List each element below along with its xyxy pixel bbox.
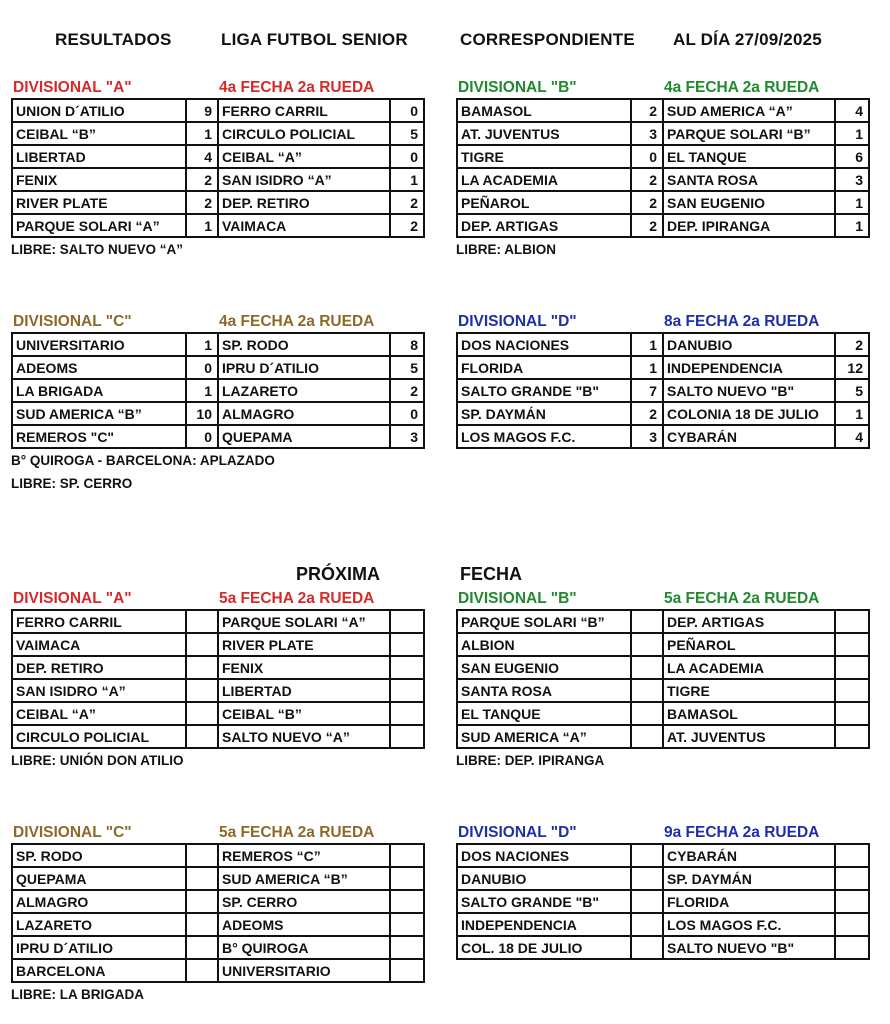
header-fecha: AL DÍA 27/09/2025 <box>673 30 822 49</box>
match-row <box>12 145 424 168</box>
home-team: VAIMACA <box>12 633 186 656</box>
home-score: 2 <box>631 402 663 425</box>
section-header <box>456 313 870 331</box>
home-team: ALBION <box>457 633 631 656</box>
division-title: DIVISIONAL "B" <box>458 590 577 607</box>
away-team: SP. RODO <box>218 333 390 356</box>
results-table <box>11 332 425 449</box>
away-score: 1 <box>835 402 869 425</box>
away-score: 1 <box>390 168 424 191</box>
match-row <box>12 402 424 425</box>
away-score <box>835 867 869 890</box>
fecha-label: 4a FECHA 2a RUEDA <box>219 313 375 330</box>
home-team: PARQUE SOLARI “B” <box>457 610 631 633</box>
away-score <box>390 610 424 633</box>
away-score: 4 <box>835 425 869 448</box>
header-liga: LIGA FUTBOL SENIOR <box>221 30 408 49</box>
home-team: REMEROS "C" <box>12 425 186 448</box>
home-score <box>631 633 663 656</box>
section-header <box>456 590 870 608</box>
match-row <box>457 191 869 214</box>
match-row <box>457 425 869 448</box>
away-team: TIGRE <box>663 679 835 702</box>
home-score <box>186 844 218 867</box>
away-score <box>390 725 424 748</box>
away-team: BAMASOL <box>663 702 835 725</box>
division-title: DIVISIONAL "C" <box>13 313 132 330</box>
next-div-a <box>11 590 425 768</box>
section-header <box>11 824 425 842</box>
division-title: DIVISIONAL "B" <box>458 79 577 96</box>
away-score <box>835 656 869 679</box>
away-score: 0 <box>390 402 424 425</box>
away-team: AT. JUVENTUS <box>663 725 835 748</box>
fecha-label: 9a FECHA 2a RUEDA <box>664 824 820 841</box>
home-score: 0 <box>631 145 663 168</box>
away-team: FERRO CARRIL <box>218 99 390 122</box>
home-team: DOS NACIONES <box>457 844 631 867</box>
fecha-label: 4a FECHA 2a RUEDA <box>219 79 375 96</box>
match-row <box>12 99 424 122</box>
away-team: REMEROS “C” <box>218 844 390 867</box>
home-score: 3 <box>631 425 663 448</box>
match-row <box>457 145 869 168</box>
match-row <box>457 936 869 959</box>
results-div-a <box>11 79 425 257</box>
away-team: VAIMACA <box>218 214 390 237</box>
results-table <box>456 98 870 238</box>
match-row <box>12 122 424 145</box>
home-team: TIGRE <box>457 145 631 168</box>
home-score <box>186 633 218 656</box>
home-score <box>186 936 218 959</box>
away-team: QUEPAMA <box>218 425 390 448</box>
home-score: 0 <box>186 356 218 379</box>
home-score: 0 <box>186 425 218 448</box>
match-row <box>12 656 424 679</box>
away-score: 2 <box>390 214 424 237</box>
fixtures-table <box>456 609 870 749</box>
match-row <box>457 725 869 748</box>
home-score: 9 <box>186 99 218 122</box>
home-team: BARCELONA <box>12 959 186 982</box>
home-team: LOS MAGOS F.C. <box>457 425 631 448</box>
home-score: 1 <box>631 333 663 356</box>
fixtures-table <box>456 843 870 960</box>
home-score <box>186 702 218 725</box>
home-score: 1 <box>186 333 218 356</box>
away-team: LAZARETO <box>218 379 390 402</box>
match-row <box>12 702 424 725</box>
section-note: LIBRE: UNIÓN DON ATILIO <box>11 753 184 768</box>
match-row <box>12 191 424 214</box>
away-score: 2 <box>835 333 869 356</box>
home-score: 2 <box>631 214 663 237</box>
match-row <box>12 844 424 867</box>
away-team: SP. DAYMÁN <box>663 867 835 890</box>
home-team: SAN EUGENIO <box>457 656 631 679</box>
away-score: 1 <box>835 191 869 214</box>
home-score <box>186 890 218 913</box>
home-score: 10 <box>186 402 218 425</box>
match-row <box>457 356 869 379</box>
home-team: SP. RODO <box>12 844 186 867</box>
away-team: RIVER PLATE <box>218 633 390 656</box>
away-score <box>390 867 424 890</box>
away-score: 1 <box>835 214 869 237</box>
next-div-c <box>11 824 425 1002</box>
away-score <box>390 679 424 702</box>
away-score <box>835 702 869 725</box>
home-score <box>631 867 663 890</box>
away-team: CEIBAL “B” <box>218 702 390 725</box>
match-row <box>457 633 869 656</box>
match-row <box>457 656 869 679</box>
away-score: 5 <box>390 356 424 379</box>
results-table <box>456 332 870 449</box>
away-score <box>390 936 424 959</box>
away-score <box>390 959 424 982</box>
home-score <box>186 679 218 702</box>
away-score: 6 <box>835 145 869 168</box>
home-score: 1 <box>631 356 663 379</box>
match-row <box>457 679 869 702</box>
home-team: FENIX <box>12 168 186 191</box>
results-div-b <box>456 79 870 257</box>
away-team: DEP. ARTIGAS <box>663 610 835 633</box>
away-score <box>835 679 869 702</box>
match-row <box>12 867 424 890</box>
match-row <box>457 610 869 633</box>
section-header <box>11 590 425 608</box>
away-score <box>835 890 869 913</box>
section-note: LIBRE: SALTO NUEVO “A” <box>11 242 184 257</box>
section-note: B° QUIROGA - BARCELONA: APLAZADO <box>11 453 275 468</box>
match-row <box>457 913 869 936</box>
match-row <box>457 379 869 402</box>
match-row <box>457 844 869 867</box>
away-score <box>390 656 424 679</box>
home-team: PEÑAROL <box>457 191 631 214</box>
home-score <box>186 913 218 936</box>
away-score: 3 <box>835 168 869 191</box>
home-team: INDEPENDENCIA <box>457 913 631 936</box>
home-score: 1 <box>186 379 218 402</box>
away-team: INDEPENDENCIA <box>663 356 835 379</box>
away-team: SALTO NUEVO "B" <box>663 379 835 402</box>
away-score <box>390 913 424 936</box>
home-team: QUEPAMA <box>12 867 186 890</box>
home-score <box>631 656 663 679</box>
away-team: FENIX <box>218 656 390 679</box>
home-team: AT. JUVENTUS <box>457 122 631 145</box>
home-team: ALMAGRO <box>12 890 186 913</box>
match-row <box>457 99 869 122</box>
section-note: LIBRE: ALBION <box>456 242 556 257</box>
home-score: 4 <box>186 145 218 168</box>
away-score: 2 <box>390 379 424 402</box>
home-team: LAZARETO <box>12 913 186 936</box>
away-team: LOS MAGOS F.C. <box>663 913 835 936</box>
results-div-c <box>11 313 425 491</box>
away-score: 4 <box>835 99 869 122</box>
match-row <box>12 633 424 656</box>
away-team: SUD AMERICA “B” <box>218 867 390 890</box>
away-score <box>835 725 869 748</box>
home-team: IPRU D´ATILIO <box>12 936 186 959</box>
home-team: LA BRIGADA <box>12 379 186 402</box>
home-score <box>186 959 218 982</box>
fecha-label: 5a FECHA 2a RUEDA <box>219 824 375 841</box>
home-team: COL. 18 DE JULIO <box>457 936 631 959</box>
fecha-label: 5a FECHA 2a RUEDA <box>664 590 820 607</box>
home-team: EL TANQUE <box>457 702 631 725</box>
home-score <box>631 844 663 867</box>
match-row <box>12 379 424 402</box>
home-score: 2 <box>186 191 218 214</box>
match-row <box>12 356 424 379</box>
fixtures-table <box>11 609 425 749</box>
away-team: CIRCULO POLICIAL <box>218 122 390 145</box>
away-score: 12 <box>835 356 869 379</box>
section-note: LIBRE: LA BRIGADA <box>11 987 144 1002</box>
home-team: SANTA ROSA <box>457 679 631 702</box>
away-team: SANTA ROSA <box>663 168 835 191</box>
home-score: 1 <box>186 122 218 145</box>
header-correspondiente: CORRESPONDIENTE <box>460 30 635 49</box>
away-score: 0 <box>390 145 424 168</box>
home-score: 2 <box>631 99 663 122</box>
section-header <box>456 824 870 842</box>
away-team: SP. CERRO <box>218 890 390 913</box>
away-score: 1 <box>835 122 869 145</box>
match-row <box>12 425 424 448</box>
home-team: LIBERTAD <box>12 145 186 168</box>
next-div-b <box>456 590 870 768</box>
home-team: DOS NACIONES <box>457 333 631 356</box>
match-row <box>457 122 869 145</box>
away-team: PEÑAROL <box>663 633 835 656</box>
fecha-label: 4a FECHA 2a RUEDA <box>664 79 820 96</box>
section-note: LIBRE: DEP. IPIRANGA <box>456 753 605 768</box>
home-team: FLORIDA <box>457 356 631 379</box>
away-score <box>390 633 424 656</box>
away-score: 3 <box>390 425 424 448</box>
away-team: EL TANQUE <box>663 145 835 168</box>
header-resultados: RESULTADOS <box>55 30 172 49</box>
division-title: DIVISIONAL "D" <box>458 824 577 841</box>
home-score: 2 <box>631 191 663 214</box>
home-score <box>631 913 663 936</box>
away-team: COLONIA 18 DE JULIO <box>663 402 835 425</box>
home-team: SALTO GRANDE "B" <box>457 890 631 913</box>
away-team: PARQUE SOLARI “B” <box>663 122 835 145</box>
home-score <box>631 702 663 725</box>
match-row <box>12 959 424 982</box>
away-score <box>390 890 424 913</box>
away-team: ADEOMS <box>218 913 390 936</box>
home-team: UNION D´ATILIO <box>12 99 186 122</box>
away-team: CEIBAL “A” <box>218 145 390 168</box>
match-row <box>12 936 424 959</box>
match-row <box>457 702 869 725</box>
away-team: B° QUIROGA <box>218 936 390 959</box>
home-team: DEP. ARTIGAS <box>457 214 631 237</box>
away-team: DANUBIO <box>663 333 835 356</box>
away-team: SALTO NUEVO "B" <box>663 936 835 959</box>
match-row <box>457 333 869 356</box>
away-team: LIBERTAD <box>218 679 390 702</box>
away-team: SAN ISIDRO “A” <box>218 168 390 191</box>
section-header <box>11 313 425 331</box>
home-score <box>631 725 663 748</box>
away-team: CYBARÁN <box>663 425 835 448</box>
division-title: DIVISIONAL "C" <box>13 824 132 841</box>
fixtures-table <box>11 843 425 983</box>
home-team: SUD AMERICA “A” <box>457 725 631 748</box>
section-note: LIBRE: SP. CERRO <box>11 476 133 491</box>
away-team: UNIVERSITARIO <box>218 959 390 982</box>
away-team: SALTO NUEVO “A” <box>218 725 390 748</box>
away-score: 8 <box>390 333 424 356</box>
home-score: 1 <box>186 214 218 237</box>
home-team: SALTO GRANDE "B" <box>457 379 631 402</box>
home-score: 2 <box>631 168 663 191</box>
away-score <box>835 913 869 936</box>
away-score: 0 <box>390 99 424 122</box>
away-score <box>835 633 869 656</box>
division-title: DIVISIONAL "A" <box>13 590 132 607</box>
away-score <box>835 936 869 959</box>
match-row <box>12 168 424 191</box>
home-team: ADEOMS <box>12 356 186 379</box>
home-score: 2 <box>186 168 218 191</box>
home-team: SP. DAYMÁN <box>457 402 631 425</box>
results-table <box>11 98 425 238</box>
away-score: 5 <box>390 122 424 145</box>
away-score <box>835 610 869 633</box>
home-score <box>186 867 218 890</box>
home-team: PARQUE SOLARI “A” <box>12 214 186 237</box>
home-score <box>631 890 663 913</box>
away-team: SUD AMERICA “A” <box>663 99 835 122</box>
match-row <box>12 725 424 748</box>
away-team: FLORIDA <box>663 890 835 913</box>
home-team: DEP. RETIRO <box>12 656 186 679</box>
match-row <box>457 867 869 890</box>
home-team: LA ACADEMIA <box>457 168 631 191</box>
away-score: 2 <box>390 191 424 214</box>
home-score: 7 <box>631 379 663 402</box>
home-team: UNIVERSITARIO <box>12 333 186 356</box>
home-team: CEIBAL “A” <box>12 702 186 725</box>
home-team: SAN ISIDRO “A” <box>12 679 186 702</box>
division-title: DIVISIONAL "A" <box>13 79 132 96</box>
home-team: BAMASOL <box>457 99 631 122</box>
home-team: SUD AMERICA “B” <box>12 402 186 425</box>
division-title: DIVISIONAL "D" <box>458 313 577 330</box>
home-score <box>186 725 218 748</box>
away-team: IPRU D´ATILIO <box>218 356 390 379</box>
home-score <box>631 610 663 633</box>
away-score <box>835 844 869 867</box>
away-team: SAN EUGENIO <box>663 191 835 214</box>
away-score <box>390 844 424 867</box>
away-team: PARQUE SOLARI “A” <box>218 610 390 633</box>
match-row <box>12 890 424 913</box>
results-div-d <box>456 313 870 449</box>
match-row <box>12 913 424 936</box>
home-score <box>186 610 218 633</box>
away-team: CYBARÁN <box>663 844 835 867</box>
home-team: CIRCULO POLICIAL <box>12 725 186 748</box>
home-score: 3 <box>631 122 663 145</box>
match-row <box>12 333 424 356</box>
next-div-d <box>456 824 870 960</box>
home-score <box>631 936 663 959</box>
match-row <box>457 890 869 913</box>
next-title-left: PRÓXIMA <box>296 564 381 584</box>
match-row <box>457 402 869 425</box>
away-score <box>390 702 424 725</box>
home-team: FERRO CARRIL <box>12 610 186 633</box>
match-row <box>457 214 869 237</box>
home-team: CEIBAL “B” <box>12 122 186 145</box>
section-header <box>456 79 870 97</box>
fecha-label: 5a FECHA 2a RUEDA <box>219 590 375 607</box>
next-title-right: FECHA <box>460 564 522 584</box>
away-team: LA ACADEMIA <box>663 656 835 679</box>
match-row <box>457 168 869 191</box>
away-score: 5 <box>835 379 869 402</box>
section-header <box>11 79 425 97</box>
match-row <box>12 679 424 702</box>
away-team: DEP. RETIRO <box>218 191 390 214</box>
home-score <box>631 679 663 702</box>
home-team: RIVER PLATE <box>12 191 186 214</box>
fecha-label: 8a FECHA 2a RUEDA <box>664 313 820 330</box>
match-row <box>12 610 424 633</box>
home-score <box>186 656 218 679</box>
away-team: ALMAGRO <box>218 402 390 425</box>
home-team: DANUBIO <box>457 867 631 890</box>
match-row <box>12 214 424 237</box>
away-team: DEP. IPIRANGA <box>663 214 835 237</box>
